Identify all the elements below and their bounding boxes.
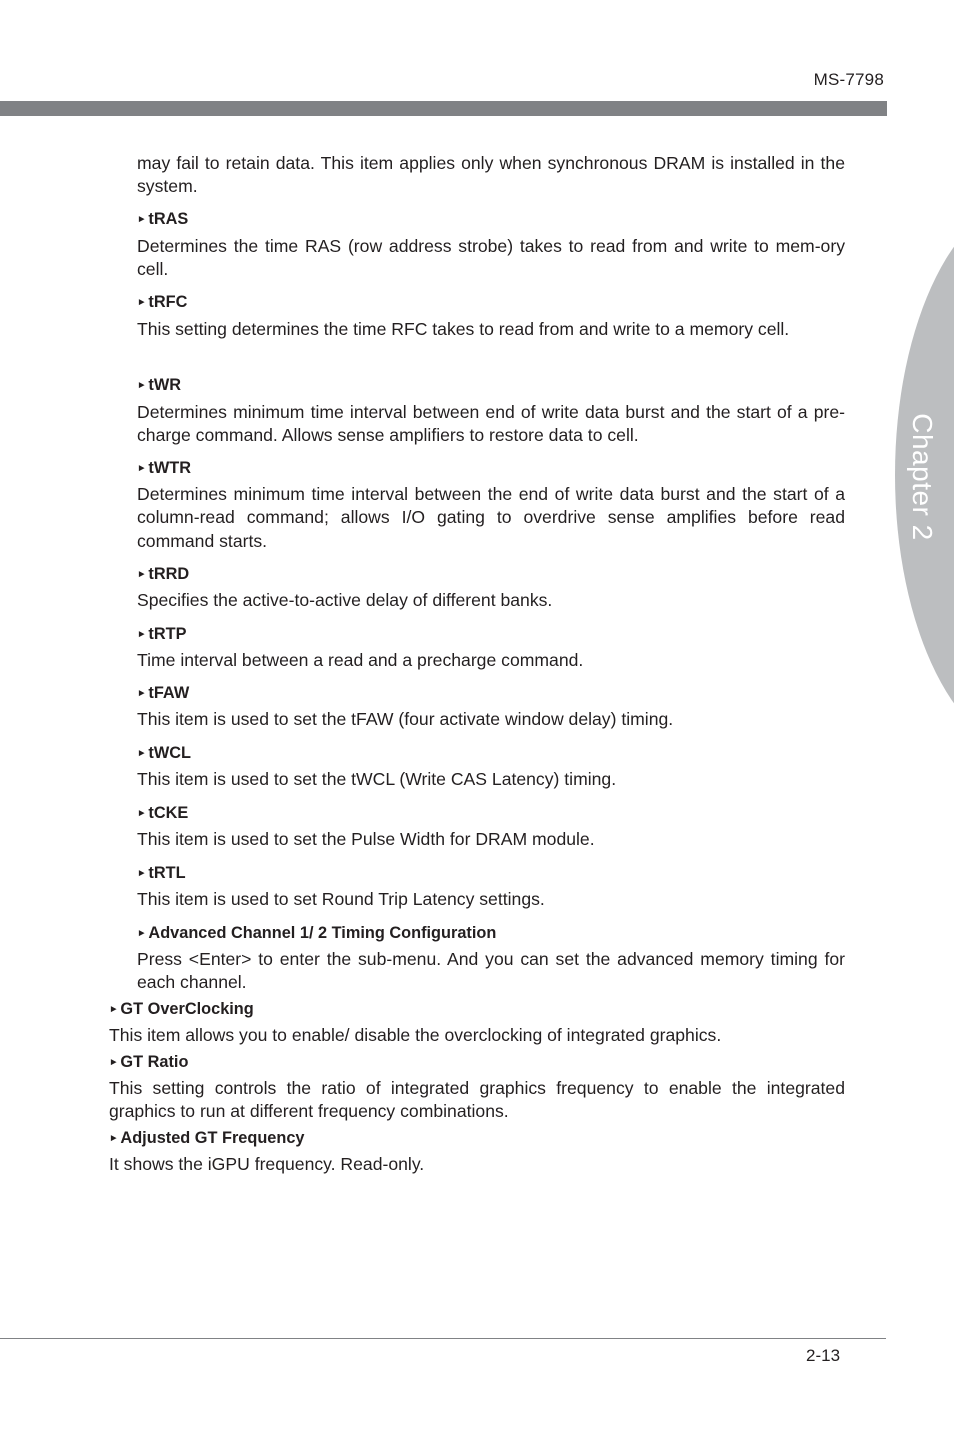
bullet-arrow-icon: ► xyxy=(137,748,147,759)
bullet-arrow-icon: ► xyxy=(137,463,147,474)
item-title-tras: ► tRAS xyxy=(137,209,189,228)
bullet-arrow-icon: ► xyxy=(137,569,147,580)
item-title-tfaw: ► tFAW xyxy=(137,683,190,702)
item-title-twtr: ► tWTR xyxy=(137,458,192,477)
item-desc-twcl: This item is used to set the tWCL (Write CAS Latency) timing. xyxy=(137,769,617,789)
intro-paragraph: may fail to retain data. This item applies only when synchronous DRAM is installed in the system. xyxy=(137,153,845,197)
item-desc-twtr: Determines minimum time interval between the end of write data burst and the start of a column-read command; allows I/O gating to overdrive sense amplifies before read command starts. xyxy=(137,484,845,551)
page-number: 2-13 xyxy=(806,1346,841,1365)
item-desc-trrd: Specifies the active-to-active delay of different banks. xyxy=(137,590,553,610)
item-desc-advanced-channel-timing: Press <Enter> to enter the sub-menu. And you can set the advanced memory timing for each channel. xyxy=(137,949,845,993)
bullet-arrow-icon: ► xyxy=(137,629,147,640)
bullet-arrow-icon: ► xyxy=(137,868,147,879)
bullet-arrow-icon: ► xyxy=(137,928,147,939)
footer-rule xyxy=(0,1338,886,1339)
bullet-arrow-icon: ► xyxy=(137,688,147,699)
item-title-trfc: ► tRFC xyxy=(137,292,188,311)
item-desc-gt-overclocking: This item allows you to enable/ disable the overclocking of integrated graphics. xyxy=(109,1025,722,1045)
bullet-arrow-icon: ► xyxy=(137,214,147,225)
item-desc-trfc: This setting determines the time RFC takes to read from and write to a memory cell. xyxy=(137,319,790,339)
item-desc-trtl: This item is used to set Round Trip Latency settings. xyxy=(137,889,545,909)
item-title-trtp: ► tRTP xyxy=(137,624,187,643)
item-title-trtl: ► tRTL xyxy=(137,863,186,882)
item-title-gt-overclocking: ► GT OverClocking xyxy=(109,999,254,1018)
item-desc-trtp: Time interval between a read and a precharge command. xyxy=(137,650,584,670)
item-title-tcke: ► tCKE xyxy=(137,803,189,822)
item-title-advanced-channel-timing: ► Advanced Channel 1/ 2 Timing Configuration xyxy=(137,923,497,942)
bullet-arrow-icon: ► xyxy=(137,808,147,819)
bullet-arrow-icon: ► xyxy=(109,1004,119,1015)
item-title-trrd: ► tRRD xyxy=(137,564,190,583)
item-desc-tfaw: This item is used to set the tFAW (four activate window delay) timing. xyxy=(137,709,674,729)
bullet-arrow-icon: ► xyxy=(137,297,147,308)
item-title-twr: ► tWR xyxy=(137,375,182,394)
item-title-twcl: ► tWCL xyxy=(137,743,192,762)
header-bar xyxy=(0,101,887,116)
item-desc-adjusted-gt-frequency: It shows the iGPU frequency. Read-only. xyxy=(109,1154,425,1174)
item-title-adjusted-gt-frequency: ► Adjusted GT Frequency xyxy=(109,1128,305,1147)
bullet-arrow-icon: ► xyxy=(109,1057,119,1068)
item-desc-tcke: This item is used to set the Pulse Width for DRAM module. xyxy=(137,829,595,849)
item-title-gt-ratio: ► GT Ratio xyxy=(109,1052,189,1071)
item-desc-twr: Determines minimum time interval between end of write data burst and the start of a pre-charge command. Allows sense amplifiers to restore data to cell. xyxy=(137,402,845,446)
model-number: MS-7798 xyxy=(813,70,884,89)
item-desc-tras: Determines the time RAS (row address strobe) takes to read from and write to mem-ory cell. xyxy=(137,236,845,280)
chapter-tab-label: Chapter 2 xyxy=(907,413,938,541)
item-desc-gt-ratio: This setting controls the ratio of integrated graphics frequency to enable the integrated graphics to run at different frequency combinations. xyxy=(109,1078,845,1122)
bullet-arrow-icon: ► xyxy=(109,1133,119,1144)
bullet-arrow-icon: ► xyxy=(137,380,147,391)
